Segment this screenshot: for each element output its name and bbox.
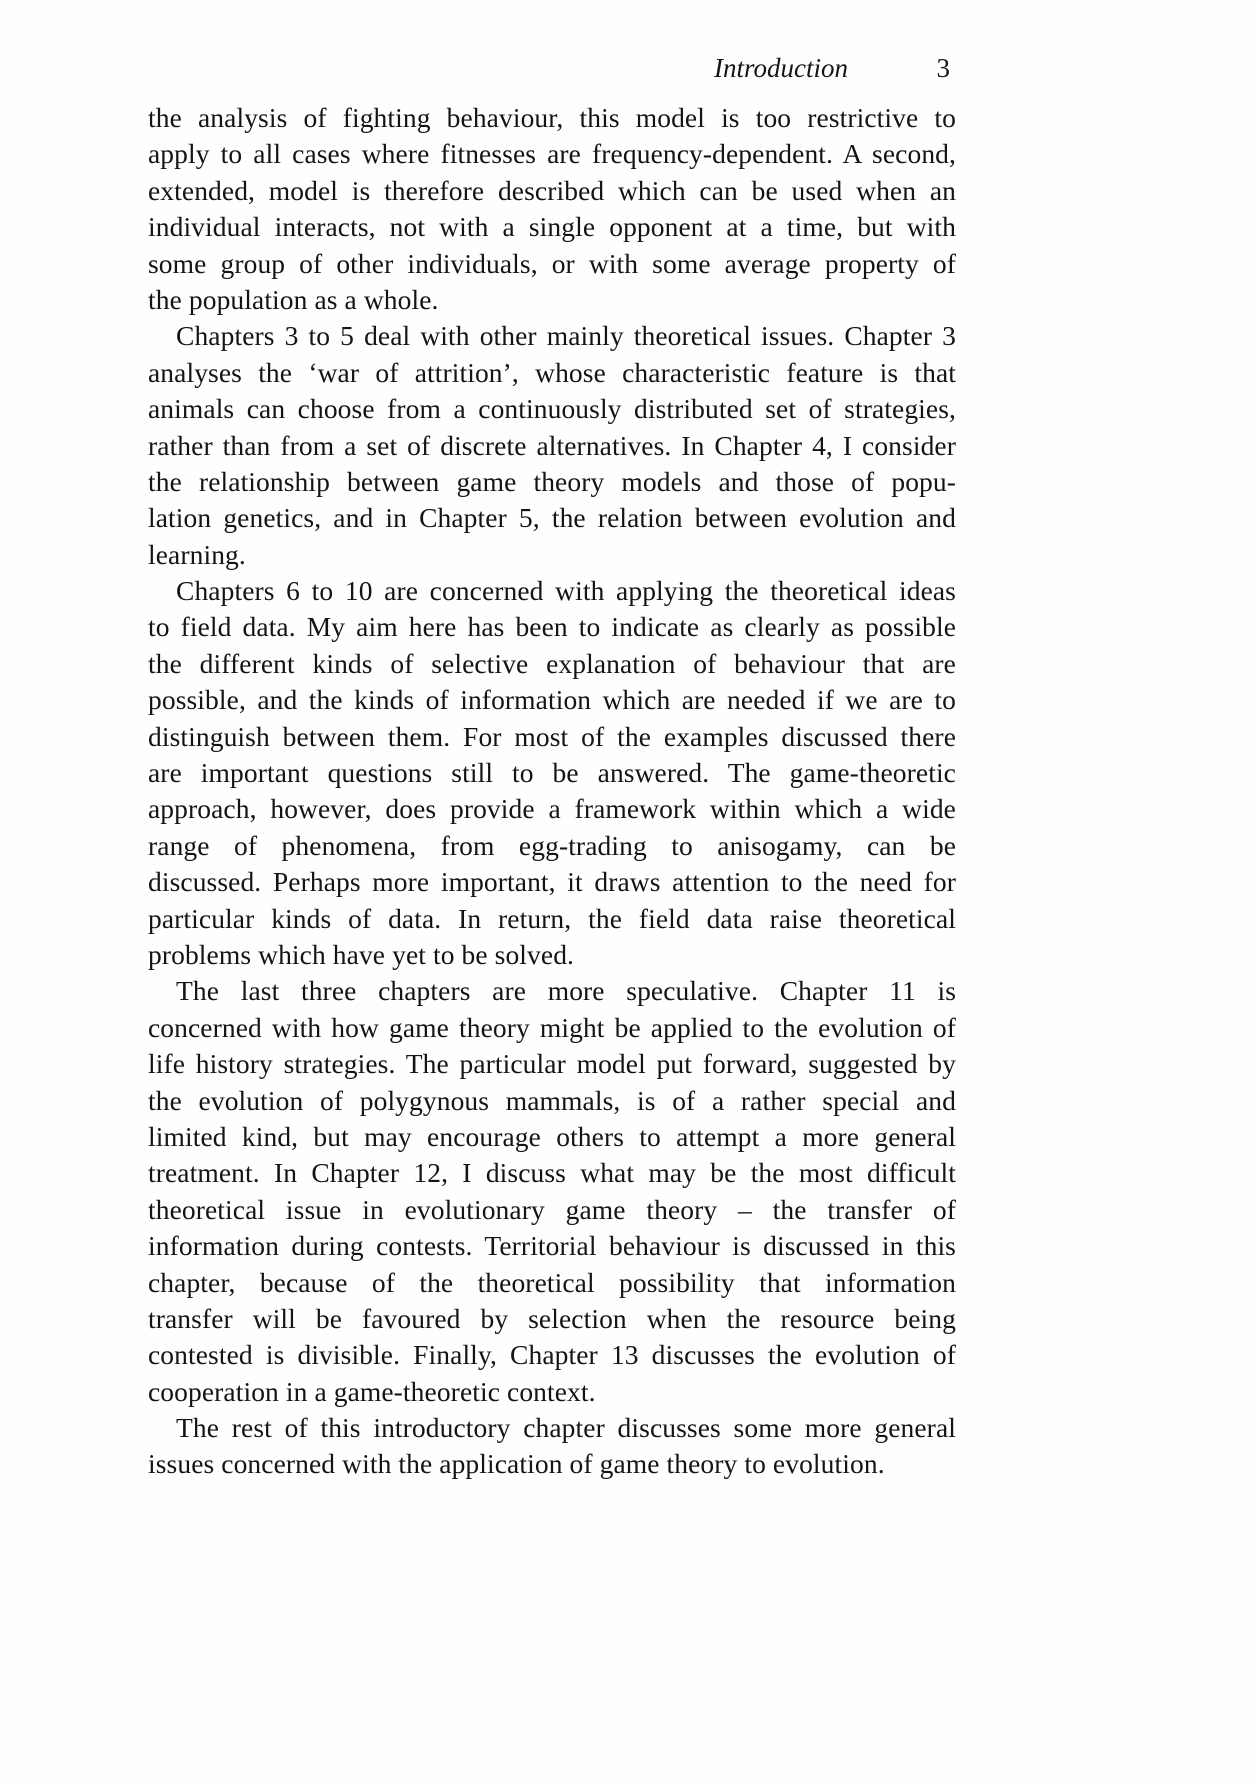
text-line: chapter, because of the theoretical possibility that information — [148, 1266, 956, 1298]
text-line: lation genetics, and in Chapter 5, the relation between evolution and — [148, 502, 956, 534]
running-head — [148, 50, 956, 86]
text-line: transfer will be favoured by selection when the resource being — [148, 1302, 956, 1334]
text-line: analyses the ‘war of attrition’, whose characteristic feature is that — [148, 356, 956, 388]
text-line: particular kinds of data. In return, the field data raise theoretical — [148, 902, 956, 934]
paragraph — [148, 100, 956, 318]
text-line: approach, however, does provide a framework within which a wide — [148, 793, 956, 825]
text-line: some group of other individuals, or with some average property of — [148, 247, 956, 279]
chapter-title: Introduction — [714, 53, 848, 83]
text-line: the population as a whole. — [148, 283, 439, 315]
text-line: learning. — [148, 538, 246, 570]
text-line: information during contests. Territorial behaviour is discussed in this — [148, 1230, 956, 1262]
text-line: The rest of this introductory chapter discusses some more general — [176, 1412, 956, 1444]
text-line: range of phenomena, from egg-trading to anisogamy, can be — [148, 829, 956, 861]
text-line: Chapters 3 to 5 deal with other mainly theoretical issues. Chapter 3 — [176, 320, 956, 352]
text-line: issues concerned with the application of game theory to evolution. — [148, 1448, 885, 1480]
paragraph — [148, 573, 956, 973]
text-line: problems which have yet to be solved. — [148, 938, 575, 970]
text-line: extended, model is therefore described which can be used when an — [148, 174, 956, 206]
text-line: possible, and the kinds of information which are needed if we are to — [148, 684, 956, 716]
paragraph — [148, 318, 956, 573]
text-line: apply to all cases where fitnesses are frequency-dependent. A second, — [148, 138, 956, 170]
text-line: to field data. My aim here has been to indicate as clearly as possible — [148, 611, 956, 643]
text-line: individual interacts, not with a single opponent at a time, but with — [148, 211, 956, 243]
text-line: limited kind, but may encourage others to attempt a more general — [148, 1120, 956, 1152]
body-text — [148, 100, 956, 1483]
text-line: animals can choose from a continuously distributed set of strategies, — [148, 393, 956, 425]
text-line: theoretical issue in evolutionary game theory – the transfer of — [148, 1193, 956, 1225]
text-line: the relationship between game theory models and those of popu- — [148, 465, 956, 497]
text-line: distinguish between them. For most of the examples discussed there — [148, 720, 956, 752]
text-line: discussed. Perhaps more important, it draws attention to the need for — [148, 866, 956, 898]
text-line: contested is divisible. Finally, Chapter 13 discusses the evolution of — [148, 1339, 956, 1371]
text-line: Chapters 6 to 10 are concerned with applying the theoretical ideas — [176, 575, 956, 607]
paragraph — [148, 973, 956, 1410]
page-number: 3 — [936, 53, 950, 83]
text-line: The last three chapters are more speculative. Chapter 11 is — [176, 975, 956, 1007]
text-line: cooperation in a game-theoretic context. — [148, 1375, 596, 1407]
text-line: the evolution of polygynous mammals, is of a rather special and — [148, 1084, 956, 1116]
text-line: treatment. In Chapter 12, I discuss what may be the most difficult — [148, 1157, 956, 1189]
text-line: rather than from a set of discrete alternatives. In Chapter 4, I consider — [148, 429, 956, 461]
text-line: concerned with how game theory might be applied to the evolution of — [148, 1011, 956, 1043]
text-line: life history strategies. The particular model put forward, suggested by — [148, 1048, 956, 1080]
paragraph — [148, 1410, 956, 1483]
text-line: the different kinds of selective explanation of behaviour that are — [148, 647, 956, 679]
text-line: are important questions still to be answered. The game-theoretic — [148, 757, 956, 789]
text-line: the analysis of fighting behaviour, this model is too restrictive to — [148, 102, 956, 133]
